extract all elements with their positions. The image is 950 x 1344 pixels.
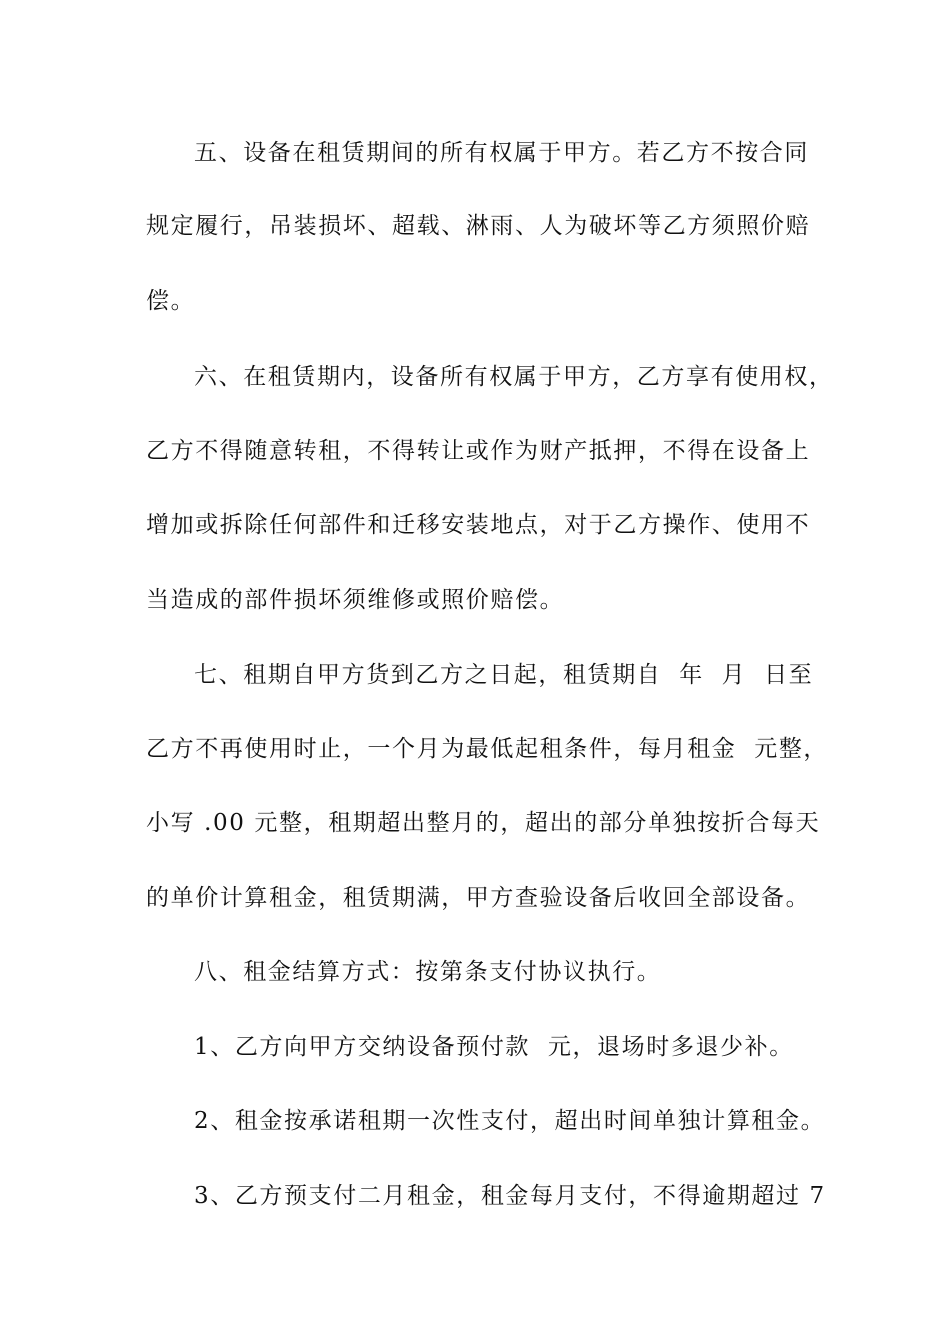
clause-5-line-2: 规定履行，吊装损坏、超载、淋雨、人为破坏等乙方须照价赔	[146, 213, 811, 239]
clause-8-item-2: 2、租金按承诺租期一次性支付，超出时间单独计算租金。	[194, 1108, 826, 1134]
clause-6-line-2: 乙方不得随意转租，不得转让或作为财产抵押，不得在设备上	[146, 438, 811, 464]
clause-5-line-1: 五、设备在租赁期间的所有权属于甲方。若乙方不按合同	[194, 140, 809, 166]
clause-8-heading: 八、租金结算方式：按第条支付协议执行。	[194, 959, 662, 985]
clause-5-line-3: 偿。	[146, 288, 196, 314]
clause-6-line-1: 六、在租赁期内，设备所有权属于甲方，乙方享有使用权，	[194, 364, 834, 390]
clause-6-line-3: 增加或拆除任何部件和迁移安装地点，对于乙方操作、使用不	[146, 512, 811, 538]
clause-7-line-3: 小写 .00 元整，租期超出整月的，超出的部分单独按折合每天	[146, 810, 821, 836]
clause-8-item-3: 3、乙方预支付二月租金，租金每月支付，不得逾期超过 7	[194, 1183, 826, 1209]
clause-7-line-4: 的单价计算租金，租赁期满，甲方查验设备后收回全部设备。	[146, 885, 811, 911]
clause-7-line-1: 七、租期自甲方货到乙方之日起，租赁期自 年 月 日至	[194, 662, 814, 688]
clause-6-line-4: 当造成的部件损坏须维修或照价赔偿。	[146, 587, 565, 613]
clause-7-line-2: 乙方不再使用时止，一个月为最低起租条件，每月租金 元整，	[146, 736, 829, 762]
clause-8-item-1: 1、乙方向甲方交纳设备预付款 元，退场时多退少补。	[194, 1034, 794, 1060]
